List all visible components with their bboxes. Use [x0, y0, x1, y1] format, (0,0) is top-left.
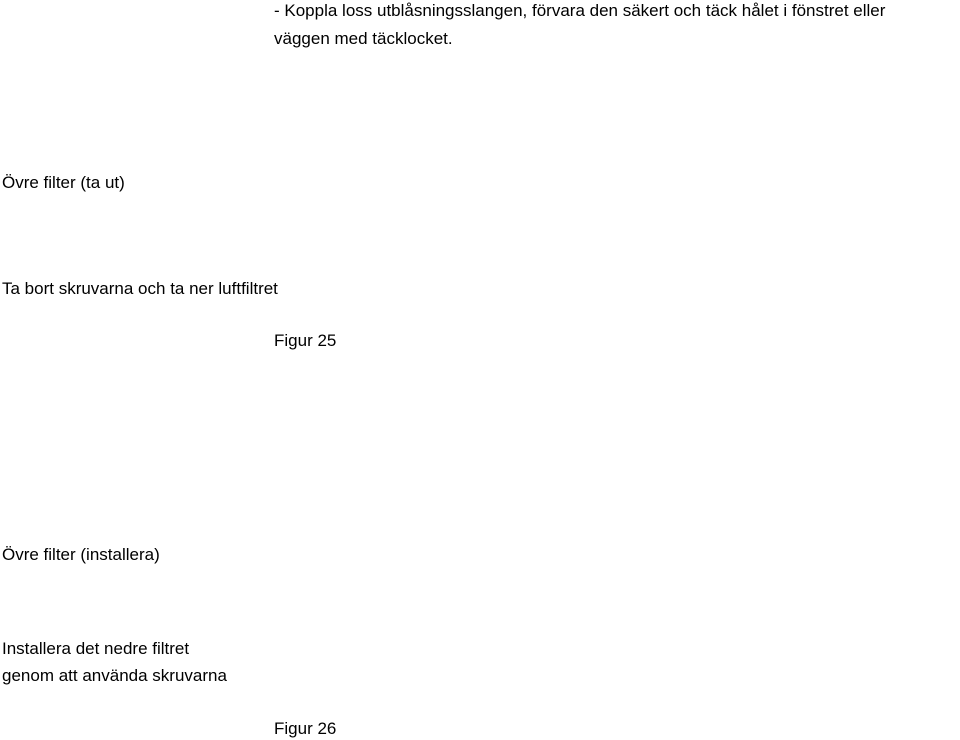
instruction-bullet-line-2: väggen med täcklocket. — [274, 29, 453, 48]
figure-caption-26: Figur 26 — [274, 719, 337, 738]
instruction-bullet-line-1: - Koppla loss utblåsningsslangen, förvara den säkert och täck hålet i fönstret eller — [274, 1, 886, 20]
section-text-filter-install-line-1: Installera det nedre filtret — [2, 639, 190, 658]
section-heading-filter-remove: Övre filter (ta ut) — [2, 173, 125, 192]
section-heading-filter-install: Övre filter (installera) — [2, 545, 160, 564]
section-text-filter-install-line-2: genom att använda skruvarna — [2, 666, 227, 685]
section-text-filter-remove: Ta bort skruvarna och ta ner luftfiltret — [2, 279, 278, 298]
figure-caption-25: Figur 25 — [274, 331, 337, 350]
